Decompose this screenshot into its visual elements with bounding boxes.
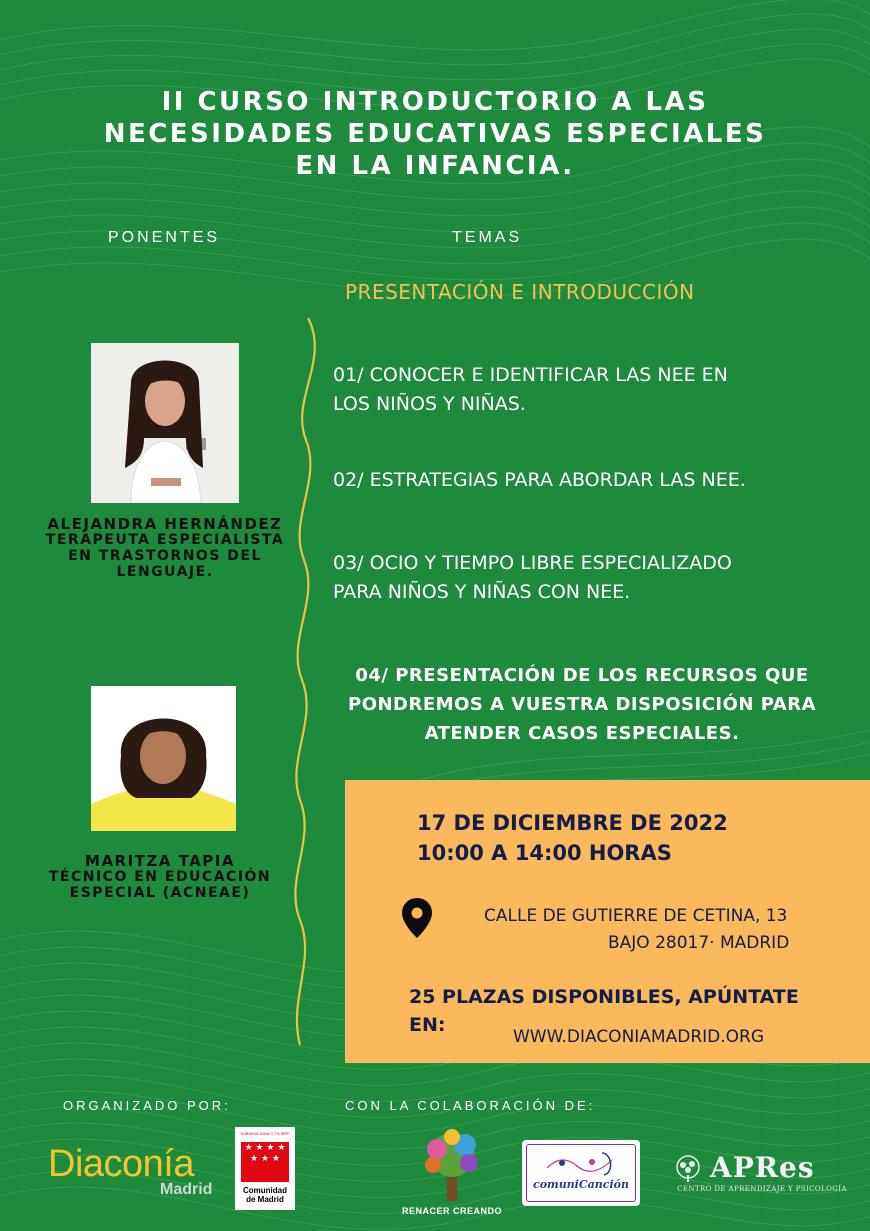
topic-line: 04/ PRESENTACIÓN DE LOS RECURSOS QUE <box>355 665 809 686</box>
divider-squiggle <box>295 318 314 1045</box>
title-line-2: NECESIDADES EDUCATIVAS ESPECIALES <box>103 119 767 149</box>
comunicancion-text: comuniCanción <box>533 1178 629 1191</box>
cam-line: Comunidad <box>243 1186 287 1195</box>
topic-line: 03/ OCIO Y TIEMPO LIBRE ESPECIALIZADO <box>333 552 732 574</box>
speaker-photo-maritza <box>91 686 236 831</box>
speaker-maritza <box>35 853 285 901</box>
comunicancion-logo <box>522 1140 640 1206</box>
diaconia-logo-word: Diaconía <box>48 1143 194 1185</box>
plazas-line: EN: <box>409 1014 446 1036</box>
renacer-logo-text: RENACER CREANDO <box>401 1206 502 1216</box>
speaker-name: MARITZA TAPIA <box>85 852 235 870</box>
temas-heading: TEMAS <box>452 229 523 246</box>
topic-line: ATENDER CASOS ESPECIALES. <box>424 723 740 744</box>
topic-01 <box>333 361 833 419</box>
organizado-heading: ORGANIZADO POR: <box>63 1098 231 1113</box>
speaker-role: LENGUAJE. <box>116 564 214 580</box>
location-pin-icon <box>402 898 432 942</box>
topic-line: 02/ ESTRATEGIAS PARA ABORDAR LAS NEE. <box>333 469 746 491</box>
cam-line: de Madrid <box>246 1195 284 1204</box>
plazas-line: 25 PLAZAS DISPONIBLES, APÚNTATE <box>409 986 799 1008</box>
topic-line: PONDREMOS A VUESTRA DISPOSICIÓN PARA <box>348 694 816 715</box>
colaboracion-heading: CON LA COLABORACIÓN DE: <box>345 1098 596 1113</box>
website-link[interactable]: WWW.DIACONIAMADRID.ORG <box>513 1027 764 1047</box>
apres-logo <box>672 1151 852 1200</box>
event-address-line-1: CALLE DE GUTIERRE DE CETINA, 13 <box>484 906 788 926</box>
tree-icon <box>407 1127 497 1205</box>
cam-logo-text <box>237 1186 293 1204</box>
topic-line: LOS NIÑOS Y NIÑAS. <box>333 393 526 415</box>
topic-line: 01/ CONOCER E IDENTIFICAR LAS NEE EN <box>333 364 728 386</box>
topic-line: PARA NIÑOS Y NIÑAS CON NEE. <box>333 581 631 603</box>
event-time: 10:00 A 14:00 HORAS <box>417 841 672 865</box>
cam-logo-top: SUBVENCIONA 0,7% IRPF <box>240 1131 290 1136</box>
cam-stars-icon: ★ ★ ★ ★ ★ ★ ★ <box>244 1143 286 1164</box>
music-faces-icon <box>542 1148 620 1178</box>
intro-heading: PRESENTACIÓN E INTRODUCCIÓN <box>345 280 695 304</box>
diaconia-logo <box>48 1143 220 1203</box>
apres-logo-sub: CENTRO DE APRENDIZAJE Y PSICOLOGÍA <box>677 1185 847 1193</box>
ponentes-heading: PONENTES <box>108 229 221 246</box>
title-line-3: EN LA INFANCIA. <box>295 151 575 181</box>
speaker-photo-alejandra <box>91 343 239 503</box>
event-address-line-2: BAJO 28017· MADRID <box>608 933 790 953</box>
speaker-role: TÉCNICO EN EDUCACIÓN <box>48 869 272 885</box>
speaker-role: ESPECIAL (ACNEAE) <box>69 885 251 901</box>
speaker-name: ALEJANDRA HERNÁNDEZ <box>47 515 283 533</box>
page-title <box>40 86 830 182</box>
topic-04 <box>322 661 842 748</box>
tree-icon <box>672 1155 704 1183</box>
event-info-box <box>345 780 870 1063</box>
comunidad-madrid-logo <box>235 1127 295 1210</box>
event-date: 17 DE DICIEMBRE DE 2022 <box>417 811 728 835</box>
title-line-1: II CURSO INTRODUCTORIO A LAS <box>161 87 709 117</box>
speaker-role: EN TRASTORNOS DEL <box>68 548 262 564</box>
speaker-role: TERAPEUTA ESPECIALISTA <box>45 532 285 548</box>
speaker-alejandra <box>20 516 310 580</box>
topic-03 <box>333 549 833 607</box>
apres-logo-word: APRes <box>710 1151 815 1184</box>
diaconia-logo-sub: Madrid <box>160 1181 213 1198</box>
topic-02 <box>333 466 853 495</box>
renacer-creando-logo <box>401 1127 502 1217</box>
